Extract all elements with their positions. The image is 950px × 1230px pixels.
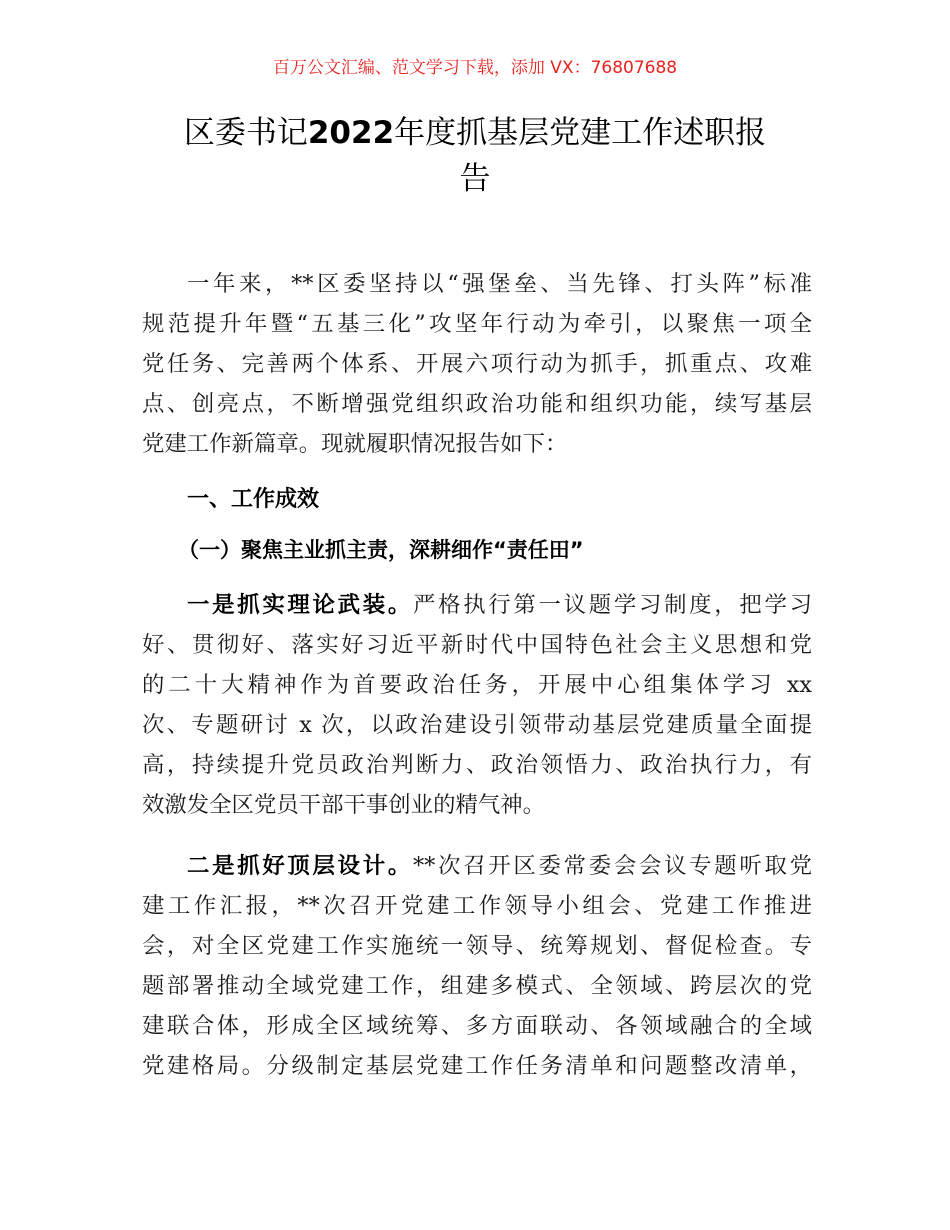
title-suffix-line1: 年度抓基层党建工作述职报 [394, 115, 767, 151]
text-line: 党任务、完善两个体系、开展六项行动为抓手，抓重点、攻难 [142, 351, 812, 377]
text-line: 建联合体，形成全区域统筹、多方面联动、各领域融合的全域 [142, 1013, 812, 1039]
text-line: 一年来，**区委坚持以“强堡垒、当先锋、打头阵”标准 [187, 271, 812, 297]
text-line: 建工作汇报，**次召开党建工作领导小组会、党建工作推进 [142, 893, 812, 919]
paragraph-lead: 二是抓好顶层设计。 [187, 853, 413, 879]
text-line: 效激发全区党员干部干事创业的精气神。 [142, 792, 546, 818]
text-line [142, 846, 812, 886]
text-line: 党建格局。分级制定基层党建工作任务清单和问题整改清单， [142, 1053, 812, 1079]
text-line: 党建工作新篇章。现就履职情况报告如下： [142, 431, 568, 457]
text-line [142, 585, 812, 625]
title-suffix-line2: 告 [459, 161, 491, 197]
text-line: 会，对全区党建工作实施统一领导、统筹规划、督促检查。专 [142, 933, 812, 959]
subsection-heading: （一）聚焦主业抓主责，深耕细作“责任田” [178, 538, 584, 562]
text-line: 点、创亮点，不断增强党组织政治功能和组织功能，续写基层 [142, 391, 812, 417]
text-span: **次召开区委常委会会议专题听取党 [412, 853, 812, 879]
document-title [140, 110, 810, 202]
paragraph-top-design [142, 846, 812, 1086]
text-line: 规范提升年暨“五基三化”攻坚年行动为牵引，以聚焦一项全 [142, 311, 812, 337]
title-prefix: 区委书记 [183, 115, 308, 151]
title-year: 2022 [307, 115, 395, 151]
text-line: 的二十大精神作为首要政治任务，开展中心组集体学习 xx [142, 672, 812, 698]
intro-paragraph [142, 264, 812, 464]
text-line: 高，持续提升党员政治判断力、政治领悟力、政治执行力，有 [142, 752, 812, 778]
paragraph-lead: 一是抓实理论武装。 [187, 592, 413, 618]
section-heading: 一、工作成效 [187, 487, 320, 512]
text-span: 严格执行第一议题学习制度，把学习 [412, 592, 812, 618]
watermark-banner: 百万公文汇编、范文学习下载，添加 VX：76807688 [272, 58, 678, 78]
paragraph-theory [142, 585, 812, 825]
text-line: 好、贯彻好、落实好习近平新时代中国特色社会主义思想和党 [142, 632, 812, 658]
text-line: 题部署推动全域党建工作，组建多模式、全领域、跨层次的党 [142, 973, 812, 999]
text-line: 次、专题研讨 x 次，以政治建设引领带动基层党建质量全面提 [142, 712, 812, 738]
